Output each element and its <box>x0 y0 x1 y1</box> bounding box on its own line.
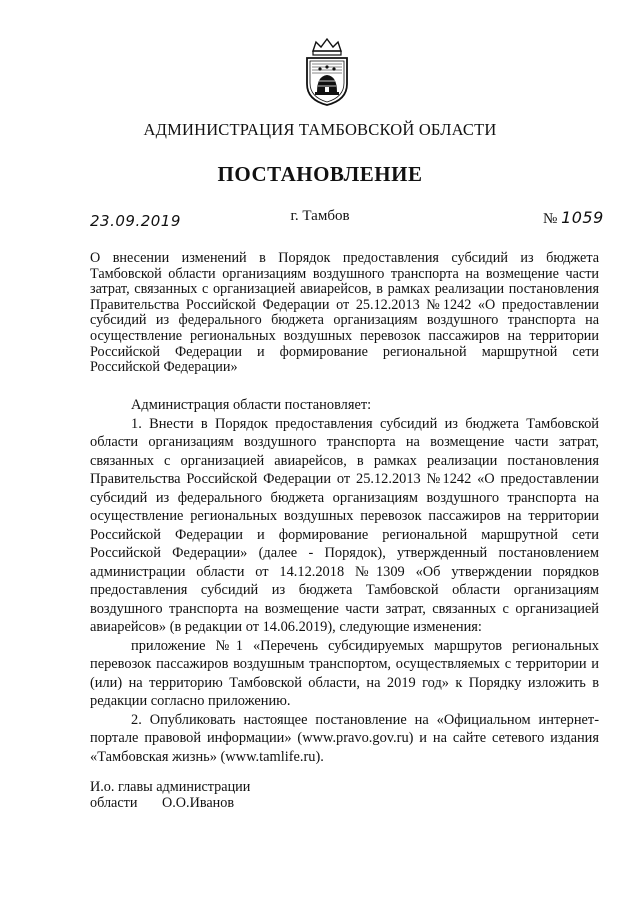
signatory-name: О.О.Иванов <box>162 794 235 811</box>
document-subject: О внесении изменений в Порядок предоставления субсидий из бюджета Тамбовской области организациям воздушного транспорта на возмещение части затрат, связанных с организацией авиарейсов, в рамках реализации постановления Правительства Российской Федерации от 25.12.2013 №1242 «О предоставлении субсидий из федерального бюджета организациям воздушного транспорта на осуществление региональных воздушных перевозок пассажиров на территории Российской Федерации и формирование региональной маршрутной сети Российской Федерации» <box>90 250 599 376</box>
body-item-2: 2. Опубликовать настоящее постановление на «Официальном интернет-портале правовой информации» (www.pravo.gov.ru) и на сайте сетевого издания «Тамбовская жизнь» (www.tamlife.ru). <box>90 711 599 765</box>
organization-title: АДМИНИСТРАЦИЯ ТАМБОВСКОЙ ОБЛАСТИ <box>143 120 497 139</box>
body-item-1-sub: приложение №1 «Перечень субсидируемых маршрутов региональных перевозок пассажиров воздушным транспортом, осуществляемых с территории и (или) на территорию Тамбовской области, на 2019 год» к Порядку изложить в редакции согласно приложению. <box>90 637 599 709</box>
number-prefix: № <box>543 211 558 227</box>
body-intro: Администрация области постановляет: <box>131 397 372 413</box>
document-number <box>543 208 604 228</box>
body-item-1: 1. Внести в Порядок предоставления субсидий из бюджета Тамбовской области организациям воздушного транспорта на возмещение части затрат, связанных с организацией авиарейсов, в рамках реализации постановления Правительства Российской Федерации от 25.12.2013 №1242 «О предоставлении субсидий из федерального бюджета организациям воздушного транспорта на осуществление региональных воздушных перевозок пассажиров на территории Российской Федерации и формирование региональной маршрутной сети Российской Федерации» (далее - Порядок), утвержденный постановлением администрации области от 14.12.2018 №1309 «Об утверждении порядков предоставления субсидий из бюджета Тамбовской области организациям воздушного транспорта на возмещение части затрат, связанных с организацией авиарейсов» (в редакции от 14.06.2019), следующие изменения: <box>90 415 599 635</box>
document-date: 23.09.2019 <box>90 212 181 230</box>
signatory-position-line2: области <box>90 794 138 811</box>
signatory-position-line1: И.о. главы администрации <box>90 779 251 795</box>
document-city: г. Тамбов <box>290 208 350 224</box>
document-type-title: ПОСТАНОВЛЕНИЕ <box>217 162 423 186</box>
signature-block <box>90 780 250 811</box>
coat-of-arms-icon <box>300 36 354 108</box>
number-value: 1059 <box>561 208 604 227</box>
document-body <box>90 396 599 766</box>
